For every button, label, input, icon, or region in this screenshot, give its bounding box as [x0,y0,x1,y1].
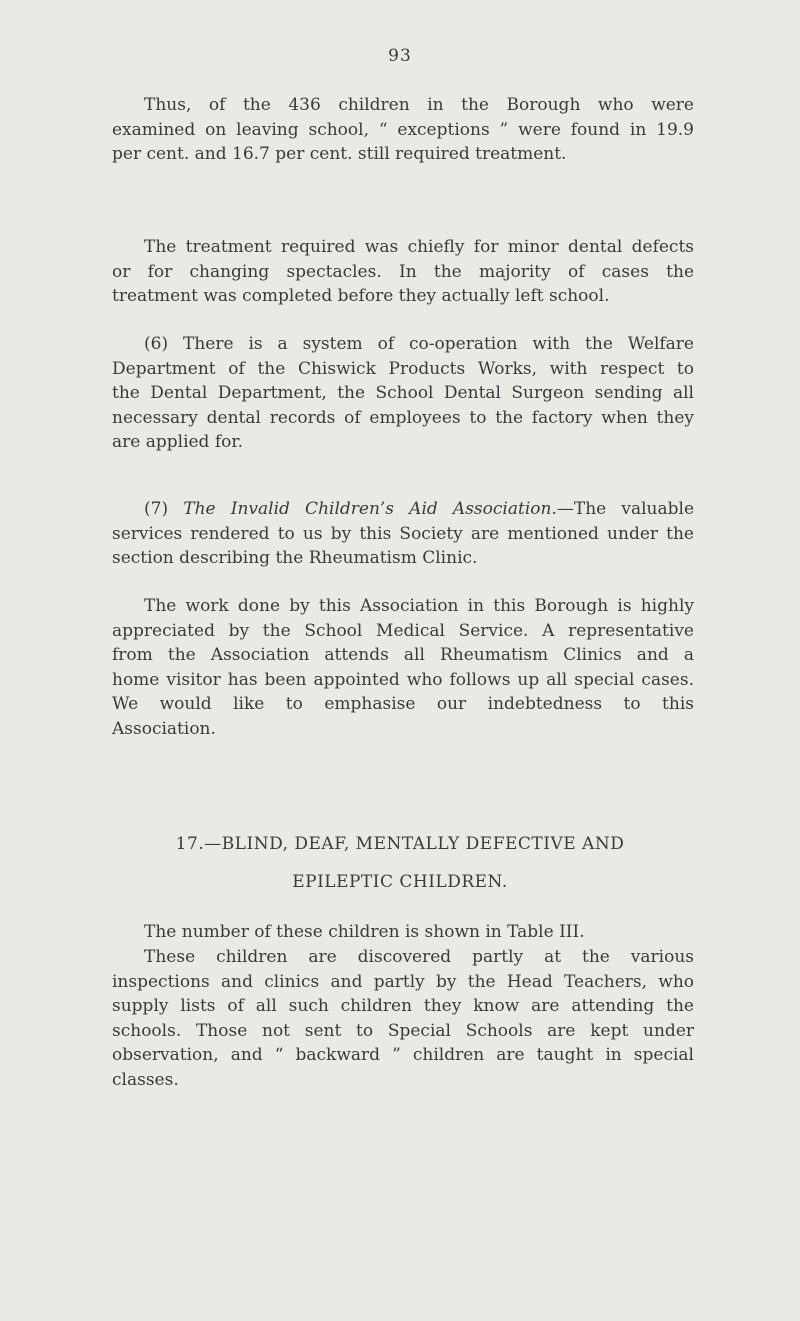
text-line: treatment was completed before they actually left school. [112,286,610,306]
text-line: per cent. and 16.7 per cent. still required treatment. [112,144,567,164]
text-line: necessary dental records of employees to the factory when they [112,407,694,428]
text-line: observation, and “ backward ” children are taught in special [112,1045,694,1065]
text-line: services rendered to us by this Society are mentioned under the [112,523,694,544]
paragraph-number: (7) [144,499,169,519]
text-line: supply lists of all such children they know are attending the [112,996,694,1016]
text-line: Department of the Chiswick Products Works, with respect to [112,358,694,379]
paragraph-leaving-school [112,93,694,167]
text-line: The treatment required was chiefly for minor dental defects [144,237,694,257]
text-line: (6) There is a system of co-operation with the Welfare [144,334,694,354]
section-heading-line1: 17.—BLIND, DEAF, MENTALLY DEFECTIVE AND [175,834,625,854]
text-line: schools. Those not sent to Special Schools are kept under [112,1020,694,1041]
text-line: inspections and clinics and partly by the Head Teachers, who [112,971,694,992]
paragraph-invalid-childrens-aid [112,497,694,571]
text-line: Association. [112,718,216,739]
paragraph-discovery [112,945,694,1092]
paragraph-co-operation [112,332,694,455]
text-line: The number of these children is shown in Table III. [144,922,585,942]
paragraph-association-work [112,594,694,741]
text-line: These children are discovered partly at the various [144,947,694,967]
italic-title: The Invalid Children’s Aid Association. [183,499,557,519]
text-fragment: —The valuable [556,499,694,519]
text-line: the Dental Department, the School Dental Surgeon sending all [112,383,694,403]
text-line: are applied for. [112,432,244,452]
text-line: We would like to emphasise our indebtedness to this [112,694,694,714]
text-line: appreciated by the School Medical Service. A representative [112,620,694,641]
page-number: 93 [388,46,412,66]
text-line: or for changing spectacles. In the majority of cases the [112,261,694,282]
text-line: examined on leaving school, “ exceptions ” were found in 19.9 [112,119,694,140]
text-line: home visitor has been appointed who follows up all special cases. [112,669,694,690]
text-line: from the Association attends all Rheumatism Clinics and a [112,645,694,665]
paragraph-treatment [112,235,694,309]
section-heading-line2: EPILEPTIC CHILDREN. [292,872,508,892]
text-line: Thus, of the 436 children in the Borough who were [144,95,694,115]
text-line: section describing the Rheumatism Clinic. [112,548,478,568]
text-line: The work done by this Association in this Borough is highly [144,596,694,616]
text-line: classes. [112,1069,179,1090]
text-line [112,497,694,522]
paragraph-table-reference [112,920,694,945]
